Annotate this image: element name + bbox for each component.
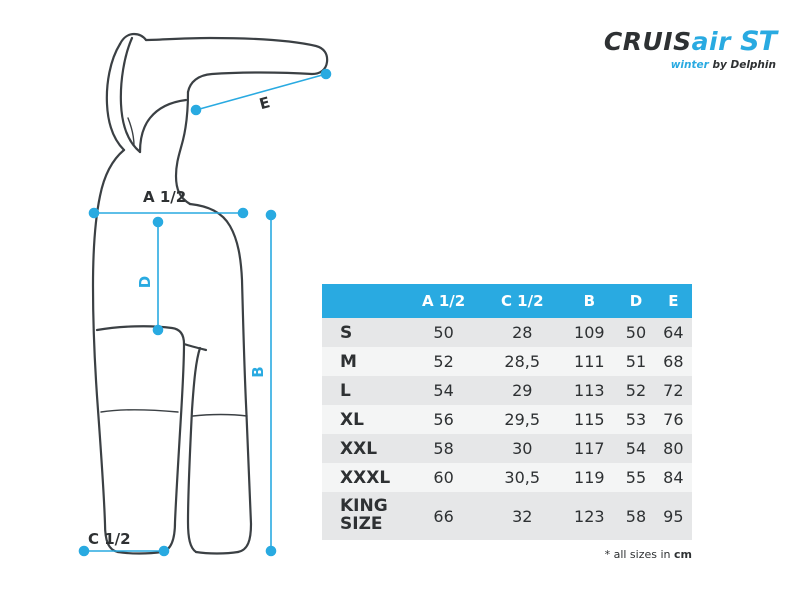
measure-dot-c-end [160, 547, 169, 556]
cell-b: 119 [561, 463, 617, 492]
cell-c-half: 30,5 [483, 463, 561, 492]
table-header-row [322, 284, 692, 318]
cell-b: 113 [561, 376, 617, 405]
measure-dot-e-end [322, 70, 331, 79]
cell-b: 123 [561, 492, 617, 540]
measure-dot-b-start [267, 211, 276, 220]
header-a-half: A 1/2 [404, 284, 483, 318]
footnote-unit: cm [674, 548, 692, 561]
measure-dot-d-start [154, 218, 163, 227]
cell-e: 95 [655, 492, 692, 540]
measurement-labels [88, 93, 272, 548]
cell-e: 68 [655, 347, 692, 376]
header-b: B [561, 284, 617, 318]
measure-dot-e-start [192, 106, 201, 115]
cell-c-half: 29,5 [483, 405, 561, 434]
cell-a-half: 60 [404, 463, 483, 492]
label-a-half: A 1/2 [143, 188, 187, 206]
cell-b: 111 [561, 347, 617, 376]
cell-d: 52 [617, 376, 654, 405]
cell-a-half: 56 [404, 405, 483, 434]
cell-c-half: 32 [483, 492, 561, 540]
header-e: E [655, 284, 692, 318]
label-d: D [136, 275, 154, 289]
cell-b: 109 [561, 318, 617, 347]
cell-d: 54 [617, 434, 654, 463]
size-table-header [322, 284, 692, 318]
table-row [322, 347, 692, 376]
cell-d: 50 [617, 318, 654, 347]
row-size-label-line2: SIZE [340, 514, 383, 534]
table-row [322, 405, 692, 434]
cell-e: 84 [655, 463, 692, 492]
cell-a-half: 50 [404, 318, 483, 347]
brand-subtitle-part1: winter [670, 59, 709, 71]
brand-name-part3: ST [740, 26, 776, 57]
row-size-label [322, 492, 404, 540]
brand-name-part1: CRUIS [603, 27, 692, 56]
cell-a-half: 54 [404, 376, 483, 405]
garment-outline [93, 34, 327, 554]
row-size-label: XL [322, 405, 404, 434]
cell-e: 72 [655, 376, 692, 405]
table-row [322, 434, 692, 463]
measure-dot-a-start [90, 209, 99, 218]
table-row [322, 318, 692, 347]
label-e: E [257, 93, 272, 114]
row-size-label: XXL [322, 434, 404, 463]
cell-e: 76 [655, 405, 692, 434]
row-size-label: L [322, 376, 404, 405]
row-size-label: M [322, 347, 404, 376]
cell-e: 64 [655, 318, 692, 347]
cell-d: 53 [617, 405, 654, 434]
cell-b: 117 [561, 434, 617, 463]
row-size-label-line1: KING [340, 496, 388, 517]
size-table-body [322, 318, 692, 540]
label-c-half: C 1/2 [88, 530, 131, 548]
cell-c-half: 29 [483, 376, 561, 405]
row-size-label: S [322, 318, 404, 347]
cell-c-half: 30 [483, 434, 561, 463]
brand-subtitle-part2: by Delphin [712, 59, 776, 71]
cell-a-half: 58 [404, 434, 483, 463]
measure-dot-d-end [154, 326, 163, 335]
cell-c-half: 28,5 [483, 347, 561, 376]
units-footnote [605, 548, 692, 561]
table-row [322, 492, 692, 540]
cell-d: 58 [617, 492, 654, 540]
cell-a-half: 52 [404, 347, 483, 376]
table-row [322, 376, 692, 405]
label-b: B [249, 366, 267, 378]
measure-dot-b-end [267, 547, 276, 556]
cell-b: 115 [561, 405, 617, 434]
header-d: D [617, 284, 654, 318]
header-c-half: C 1/2 [483, 284, 561, 318]
cell-a-half: 66 [404, 492, 483, 540]
row-size-label: XXXL [322, 463, 404, 492]
size-table [322, 284, 692, 540]
brand-name-part2: air [691, 27, 731, 56]
table-row [322, 463, 692, 492]
cell-d: 55 [617, 463, 654, 492]
cell-d: 51 [617, 347, 654, 376]
footnote-prefix: * all sizes in [604, 548, 675, 561]
measure-dot-a-end [239, 209, 248, 218]
cell-c-half: 28 [483, 318, 561, 347]
cell-e: 80 [655, 434, 692, 463]
header-corner [322, 284, 404, 318]
